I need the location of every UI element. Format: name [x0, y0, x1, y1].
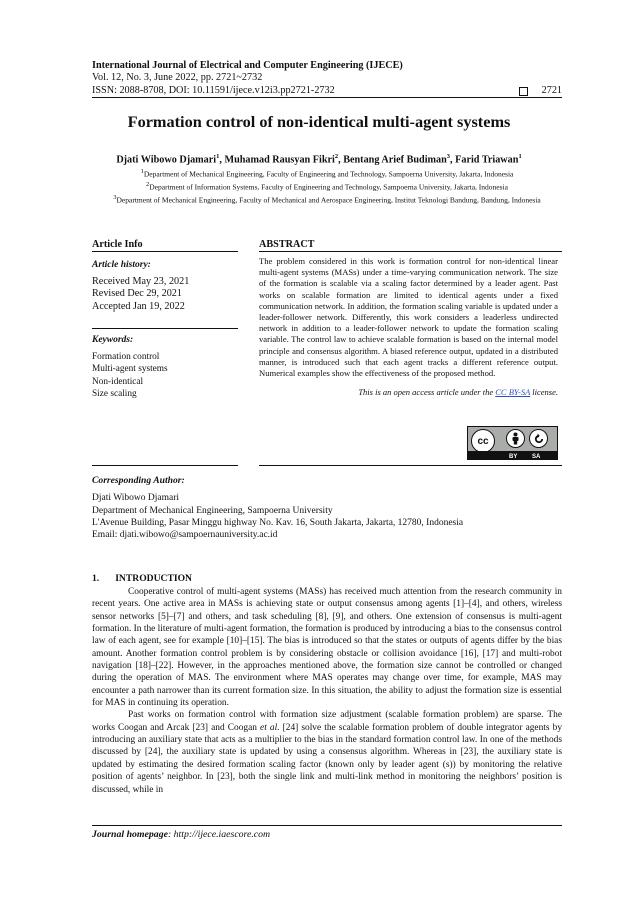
author-affil-mark: 1: [216, 153, 220, 160]
introduction-paragraph-1: Cooperative control of multi-agent systems (MASs) has received much attention from the research community in recent years. One active area in MASs is achieving state or output consensus among agents [1]–[4], and others, wireless sensor networks [5]–[7] and others, and task scheduling [8], [9], and others. One extension of consensus is multi-agent formation. In the literature of multi-agent formation, the formation is produced by introducing a bias to the consensus control law of each agent, see for example [10]–[15]. The bias is introduced so that the states or outputs of agents differ by the bias amount. Another formation control problem is by considering obstacle or collision avoidance [16], [17] and multi-robot navigation [18]–[22]. However, in the approaches mentioned above, the formation size cannot be controlled or changed during the operation of MAS. The environment where MAS operates may change over time, for example, MAS may encounter a path narrower than its current formation size. In this situation, the ability to adjust the formation size is essential for MAS in continuing its operation.: [92, 587, 562, 709]
author-affil-mark: 3: [446, 153, 451, 160]
homepage-label: Journal homepage: [92, 829, 168, 840]
et-al: et al.: [260, 722, 280, 733]
abstract-rule: [259, 251, 562, 252]
keyword: Formation control: [92, 352, 160, 362]
journal-name: International Journal of Electrical and Computer Engineering (IJECE): [92, 60, 403, 71]
corresponding-heading: Corresponding Author:: [92, 475, 185, 486]
license-prefix: This is an open access article under the: [358, 387, 496, 398]
accepted-date: Accepted Jan 19, 2022: [92, 300, 185, 312]
paper-title: Formation control of non-identical multi-agent systems: [127, 112, 511, 131]
corresponding-details: [92, 492, 562, 541]
affiliation-text: Department of Information Systems, Faculty of Engineering and Technology, Sampoerna University, Jakarta, Indonesia: [149, 182, 508, 192]
introduction-paragraph-2: [92, 709, 562, 795]
author-name: Farid Triawan: [455, 154, 519, 166]
page-number: 2721: [541, 84, 562, 96]
author-name: Bentang Arief Budiman: [343, 154, 447, 166]
volume-line: Vol. 12, No. 3, June 2022, pp. 2721~2732: [92, 72, 263, 84]
section-title: INTRODUCTION: [115, 573, 192, 584]
person-glyph: [510, 432, 521, 445]
keyword: Non-identical: [92, 376, 144, 387]
revised-date: Revised Dec 29, 2021: [92, 288, 182, 300]
paragraph-text: [24] solve the scalable formation problem of double integrator agents by introducing an auxiliary state that acts as a multiplier to the bias in the standard formation control law. In one of the methods discussed by [24], the auxiliary state is updated by using a consensus algorithm. Whereas in [23], the auxiliary state is updated by estimating the desired formation scaling factor (known only by leader agent (s)) by monitoring the relative position of agents’ neighbor. In [23], both the single link and multi-link method in monitoring the neighbors’ position is discussed, while in: [92, 722, 563, 795]
affiliation-text: Department of Mechanical Engineering, Faculty of Engineering and Technology, Sampoerna University, Jakarta, Indonesia: [143, 169, 514, 179]
cc-glyph: cc: [477, 435, 489, 447]
corresponding-address: L'Avenue Building, Pasar Minggu highway No. Kav. 16, South Jakarta, Jakarta, 12780, Indonesia: [92, 517, 464, 528]
author-separator: ,: [219, 154, 225, 166]
corresponding-author: [92, 475, 562, 541]
affiliation: [92, 167, 562, 180]
share-alike-glyph: [533, 433, 545, 445]
history-rule: [92, 328, 238, 329]
abstract-heading: ABSTRACT: [259, 239, 315, 250]
attribution-person-icon: [506, 429, 525, 448]
author-name: Djati Wibowo Djamari: [116, 154, 217, 166]
article-info-heading-block: [92, 239, 238, 250]
journal-header: [92, 60, 562, 97]
affiliation-mark: 2: [146, 180, 150, 188]
footer-rule: [92, 825, 562, 826]
author-list: [0, 153, 638, 165]
affiliation-mark: 1: [140, 168, 144, 175]
article-history: [92, 260, 238, 313]
corresponding-name: Djati Wibowo Djamari: [92, 493, 180, 504]
creative-commons-icon: [471, 429, 495, 453]
license-link[interactable]: CC BY-SA: [495, 387, 531, 398]
issn-line: ISSN: 2088-8708, DOI: 10.11591/ijece.v12i3.pp2721-2732: [92, 84, 335, 96]
corresponding-email[interactable]: Email: djati.wibowo@sampoernauniversity.ac.id: [92, 530, 278, 541]
cc-by-sa-badge[interactable]: [467, 426, 558, 460]
author-separator: ,: [450, 154, 456, 166]
affiliation-text: Department of Mechanical Engineering, Faculty of Mechanical and Aerospace Engineering, Institut Teknologi Bandung, Bandung, Indonesia: [116, 195, 541, 205]
history-heading: Article history:: [92, 260, 151, 270]
keywords-block: [92, 335, 238, 400]
by-label: BY: [509, 453, 518, 460]
journal-homepage: [92, 829, 270, 840]
share-alike-icon: [529, 429, 548, 448]
affiliation: [92, 180, 562, 193]
license-suffix: license.: [530, 387, 558, 398]
introduction-body: [92, 586, 562, 796]
keywords-heading: Keywords:: [92, 335, 134, 345]
abstract-text: The problem considered in this work is formation control for non-identical linear multi-agent systems (MASs) under a time-varying communication network. The size of the formation is scalable via a scaling factor determined by a leader agent. Past works on scalable formation are limited to identical agents under a fixed communication network. In addition, the formation scaling variable is updated under a leader-follower network. Differently, this work considers a leaderless undirected network in addition to a leader-follower network to update the formation scaling variable. The control law to achieve scalable formation is based on the internal model principle and consensus algorithm. A biased reference output, updated in a distributed manner, is introduced such that each agent tracks a different reference output. Numerical examples show the effectiveness of the proposed method.: [259, 256, 558, 379]
author-separator: ,: [338, 154, 344, 166]
article-info-heading: Article Info: [92, 239, 143, 250]
paragraph-text: Past works on formation control with formation size adjustment (scalable formation problem) are sparse. The works Coogan and Arcak [23] and Coogan: [92, 710, 562, 733]
abstract-block: [259, 256, 558, 397]
author-affil-mark: 1: [518, 153, 522, 160]
affiliation-mark: 3: [113, 193, 117, 201]
section-number: 1.: [92, 573, 100, 584]
affiliation: [92, 193, 562, 206]
abstract-heading-block: [259, 239, 558, 250]
corresponding-department: Department of Mechanical Engineering, Sampoerna University: [92, 505, 333, 516]
badge-label-bar: [468, 451, 557, 459]
author-affil-mark: 2: [334, 153, 339, 160]
sa-label: SA: [532, 453, 541, 460]
abstract-bottom-rule: [259, 465, 562, 466]
header-page-marker: [519, 85, 562, 97]
affiliation-list: [92, 167, 562, 205]
square-icon: [519, 87, 528, 96]
keyword: Multi-agent systems: [92, 364, 168, 375]
license-statement: [259, 387, 558, 397]
article-info-rule: [92, 251, 238, 252]
header-rule: [92, 97, 562, 98]
section-heading: [92, 573, 192, 584]
keywords-rule: [92, 465, 238, 466]
keyword-list: [92, 351, 238, 400]
homepage-url[interactable]: : http://ijece.iaescore.com: [167, 829, 271, 840]
author-name: Muhamad Rausyan Fikri: [224, 154, 335, 166]
history-list: [92, 276, 238, 313]
received-date: Received May 23, 2021: [92, 276, 190, 287]
keyword: Size scaling: [92, 388, 137, 399]
